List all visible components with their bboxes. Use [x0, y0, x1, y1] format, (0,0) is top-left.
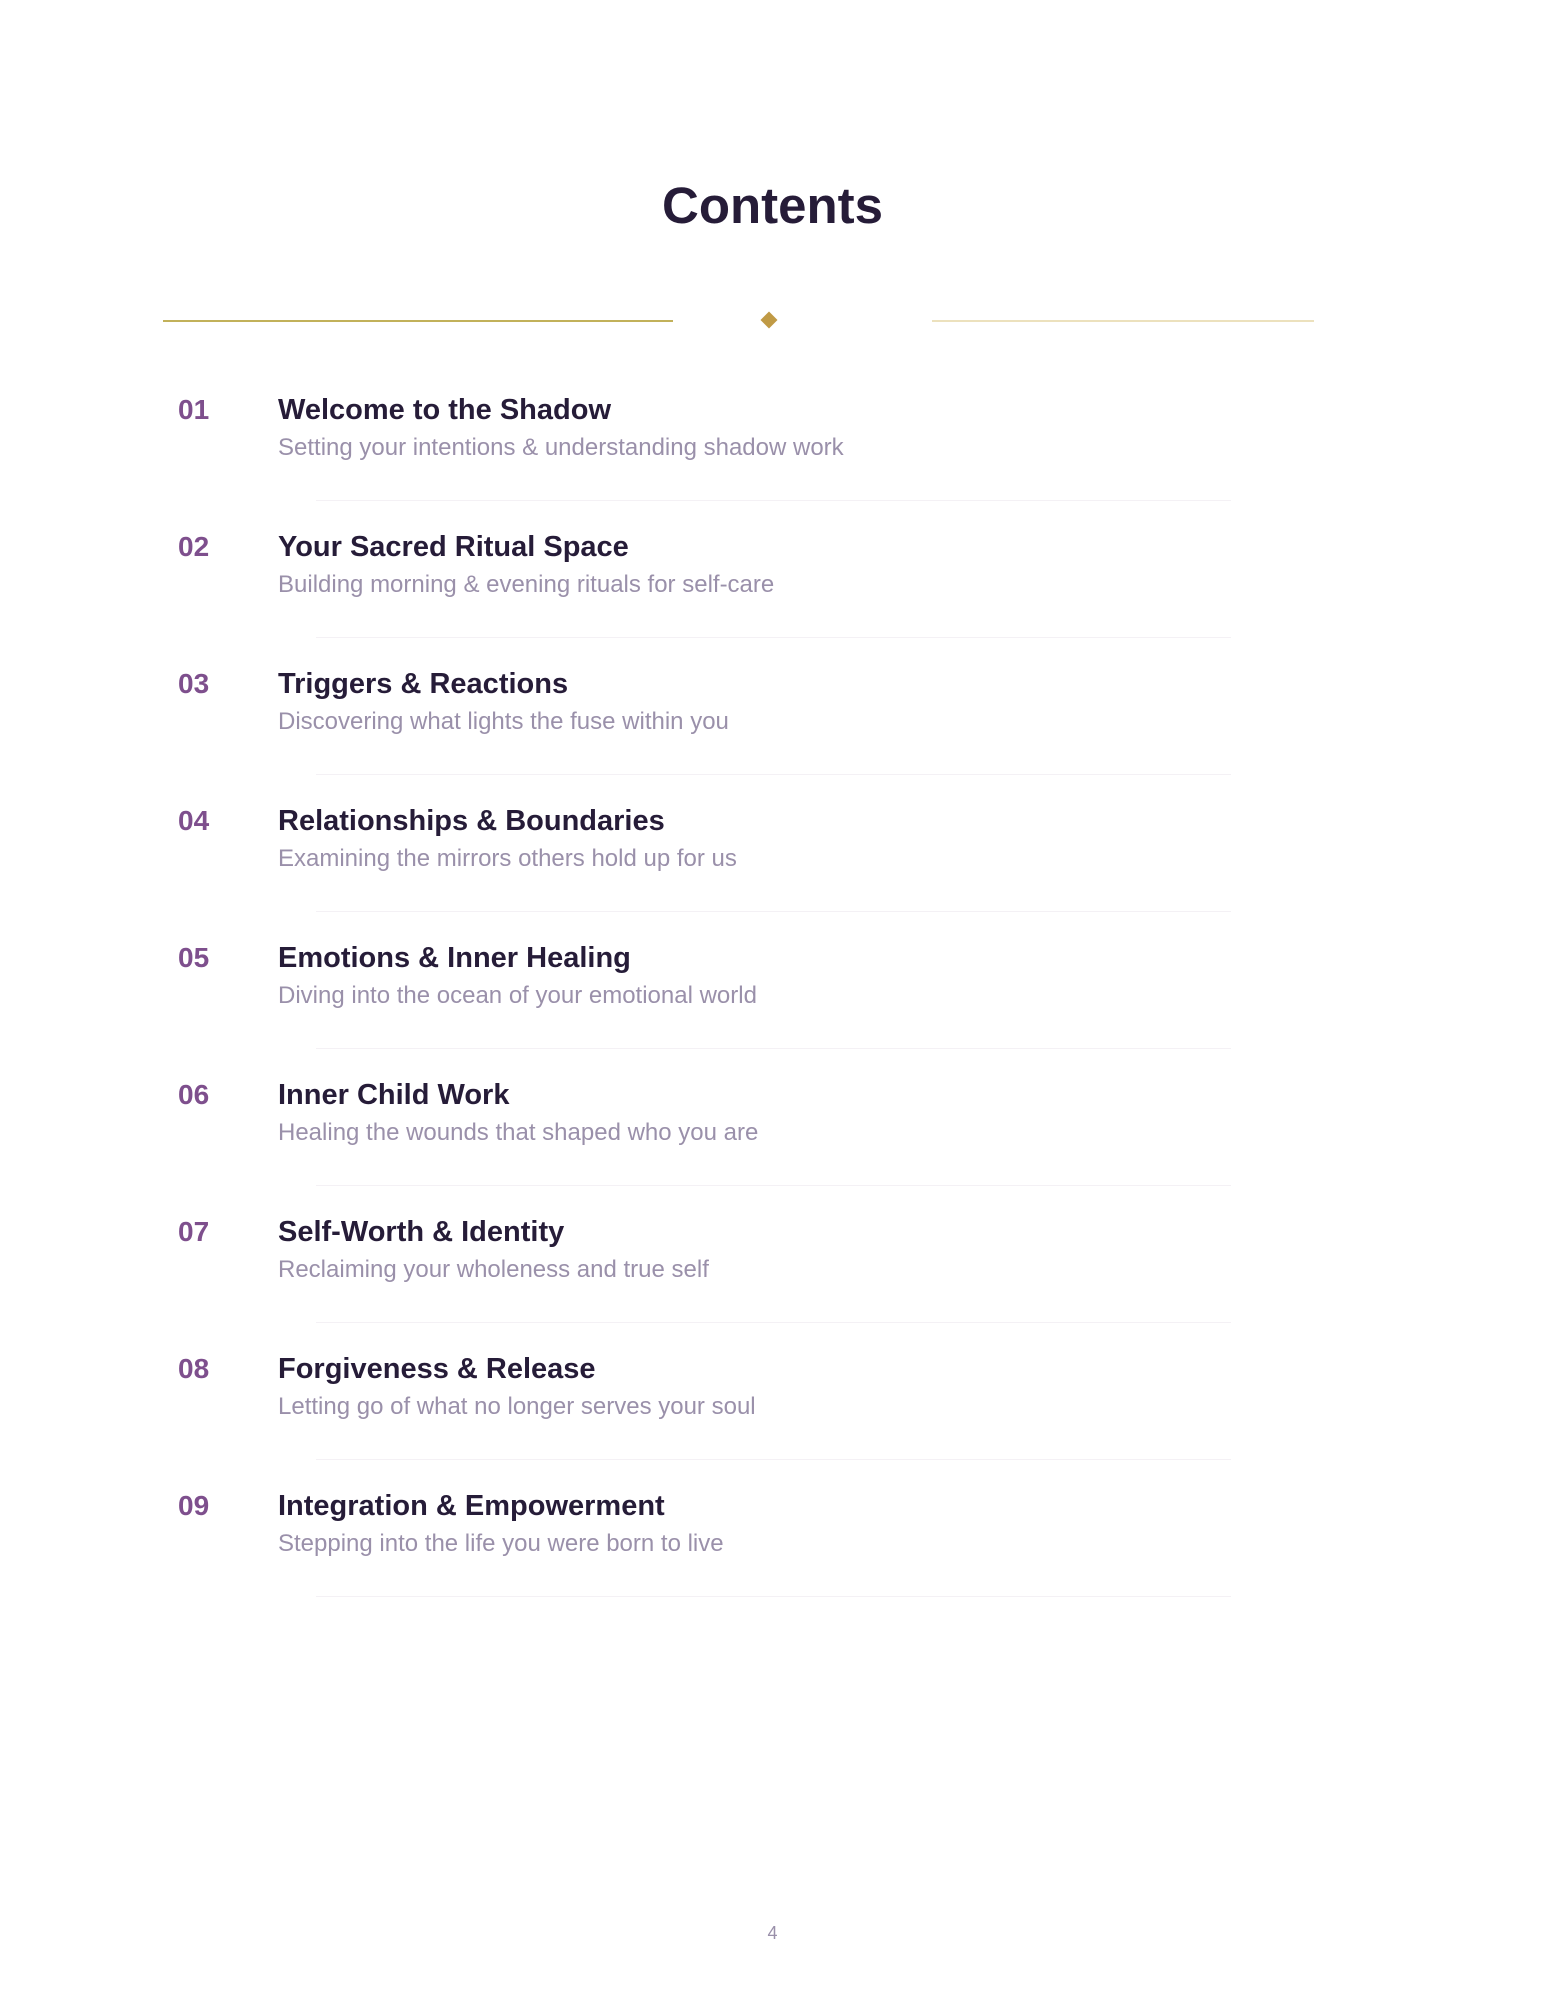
toc-title: Triggers & Reactions	[278, 668, 569, 700]
toc-item-1[interactable]	[163, 384, 1231, 514]
toc-title: Relationships & Boundaries	[278, 805, 665, 837]
toc-item-6[interactable]	[163, 1069, 1231, 1199]
diamond-icon	[761, 312, 778, 329]
toc-item-2[interactable]	[163, 521, 1231, 651]
toc-subtitle: Stepping into the life you were born to live	[278, 1530, 724, 1557]
divider-line-left	[163, 320, 673, 322]
toc-divider	[316, 1048, 1231, 1049]
toc-number: 06	[178, 1079, 210, 1110]
toc-title: Emotions & Inner Healing	[278, 942, 631, 974]
toc-item-8[interactable]	[163, 1343, 1231, 1473]
toc-number: 03	[178, 668, 210, 699]
toc-title: Inner Child Work	[278, 1079, 510, 1111]
toc-divider	[316, 1596, 1231, 1597]
toc-title: Forgiveness & Release	[278, 1353, 596, 1385]
toc-number: 07	[178, 1216, 210, 1247]
toc-subtitle: Letting go of what no longer serves your soul	[278, 1393, 756, 1420]
toc-item-4[interactable]	[163, 795, 1231, 925]
toc-subtitle: Diving into the ocean of your emotional world	[278, 982, 757, 1009]
toc-divider	[316, 500, 1231, 501]
toc-title: Integration & Empowerment	[278, 1490, 665, 1522]
toc-number: 09	[178, 1490, 210, 1521]
toc-number: 08	[178, 1353, 210, 1384]
toc-subtitle: Healing the wounds that shaped who you are	[278, 1119, 759, 1146]
toc-title: Your Sacred Ritual Space	[278, 531, 629, 563]
toc-divider	[316, 774, 1231, 775]
page-number: 4	[767, 1923, 778, 1943]
toc-item-3[interactable]	[163, 658, 1231, 788]
toc-title: Self-Worth & Identity	[278, 1216, 565, 1248]
toc-subtitle: Reclaiming your wholeness and true self	[278, 1256, 709, 1283]
toc-divider	[316, 1459, 1231, 1460]
toc-subtitle: Setting your intentions & understanding shadow work	[278, 434, 844, 461]
divider-line-right	[932, 320, 1314, 322]
page-title: Contents	[662, 177, 883, 234]
toc-item-7[interactable]	[163, 1206, 1231, 1336]
toc-number: 01	[178, 394, 210, 425]
toc-divider	[316, 1322, 1231, 1323]
toc-number: 05	[178, 942, 210, 973]
toc-divider	[316, 1185, 1231, 1186]
toc-item-9[interactable]	[163, 1480, 1231, 1610]
toc-divider	[316, 637, 1231, 638]
toc-subtitle: Building morning & evening rituals for self-care	[278, 571, 775, 598]
toc-item-5[interactable]	[163, 932, 1231, 1062]
toc-subtitle: Examining the mirrors others hold up for us	[278, 845, 737, 872]
toc-number: 04	[178, 805, 210, 836]
toc-divider	[316, 911, 1231, 912]
toc-subtitle: Discovering what lights the fuse within you	[278, 708, 729, 735]
toc-title: Welcome to the Shadow	[278, 394, 612, 426]
toc-number: 02	[178, 531, 210, 562]
